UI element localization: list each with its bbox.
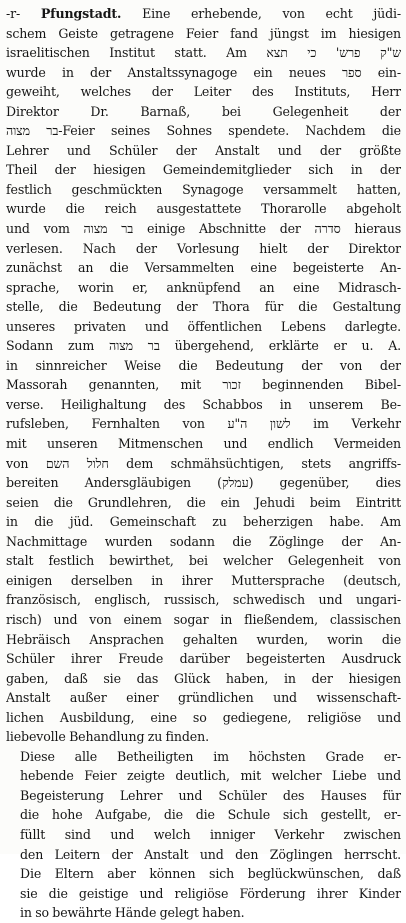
article-line: Die Eltern aber können sich beglückwünschen, daß xyxy=(20,866,401,882)
article-line: lichen Ausbildung, eine so gediegene, religiöse und xyxy=(6,709,401,725)
article-line: Schüler ihrer Freude darüber begeisterten Ausdruck xyxy=(6,651,401,667)
article-line: sprache, worin er, anknüpfend an eine Midrasch- xyxy=(6,279,401,295)
article-line: seien die Grundlehren, die ein Jehudi beim Eintritt xyxy=(6,494,401,510)
article-line: füllt sind und welch inniger Verkehr zwischen xyxy=(20,826,401,842)
article-line: Diese alle Betheiligten im höchsten Grade er- xyxy=(20,748,401,764)
article-line: in sinnreicher Weise die Bedeutung der von der xyxy=(6,357,401,373)
article-line: in so bewährte Hände gelegt haben. xyxy=(20,905,245,921)
article-line: rufsleben, Fernhalten von לשון ה"ע im Verkehr xyxy=(6,416,401,432)
article-line: verlesen. Nach der Vorlesung hielt der Direktor xyxy=(6,240,401,256)
article-line: geweiht, welches der Leiter des Instituts, Herr xyxy=(6,84,401,100)
article-line: von חלול השם dem schmähsüchtigen, stets angriffs- xyxy=(6,455,401,471)
article-line: Nachmittage wurden sodann die Zöglinge der An- xyxy=(6,533,401,549)
article-line: die hohe Aufgabe, die die Schule sich gestellt, er- xyxy=(20,807,401,823)
article-line: risch) und von einem sogar in fließendem, classischen xyxy=(6,611,401,627)
article-line: Sodann zum בר מצוה übergehend, erklärte er u. A. xyxy=(6,338,401,354)
article-line: hebende Feier zeigte deutlich, mit welcher Liebe und xyxy=(20,768,401,784)
line-text: Eine erhebende, von echt jüdi- xyxy=(142,6,401,21)
article-line: israelitischen Institut statt. Am ש"ק פרש' כי תצא xyxy=(6,45,401,61)
article-paragraph-2 xyxy=(6,747,401,923)
article-line: sie die geistige und religiöse Förderung ihrer Kinder xyxy=(20,885,401,901)
article-line: wurde in der Anstaltssynagoge ein neues ספר ein- xyxy=(6,64,401,80)
article-line: stelle, die Bedeutung der Thora für die Gestaltung xyxy=(6,299,401,315)
article-line: französisch, englisch, russisch, schwedisch und ungari- xyxy=(6,592,401,608)
dateline-place: Pfungstadt. xyxy=(40,6,122,21)
article-line: und vom בר מצוה einige Abschnitte der סדרה hieraus xyxy=(6,221,401,237)
article-line: Hebräisch Ansprachen gehalten wurden, worin die xyxy=(6,631,401,647)
article-line: Begeisterung Lehrer und Schüler des Hauses für xyxy=(20,787,401,803)
article-paragraph-1 xyxy=(6,4,401,747)
article-line: verse. Heilighaltung des Schabbos in unserem Be- xyxy=(6,396,401,412)
article-line: den Leitern der Anstalt und den Zöglingen herrscht. xyxy=(20,846,401,862)
article-pfungstadt xyxy=(6,4,401,923)
byline: -r- xyxy=(6,6,21,21)
article-line: festlich geschmückten Synagoge versammelt hatten, xyxy=(6,181,401,197)
article-line: bereiten Andersgläubigen (עמלק) gegenüber, dies xyxy=(6,475,401,491)
article-line: Theil der hiesigen Gemeindemitglieder sich in der xyxy=(6,162,401,178)
article-line: Anstalt außer einer gründlichen und wissenschaft- xyxy=(6,690,401,706)
article-line: mit unseren Mitmenschen und endlich Vermeiden xyxy=(6,436,401,452)
article-line: wurde die reich ausgestattete Thorarolle abgeholt xyxy=(6,201,401,217)
article-line: Massorah genannten, mit זכור beginnenden Bibel- xyxy=(6,377,401,393)
article-line: in die jüd. Gemeinschaft zu beherzigen habe. Am xyxy=(6,514,401,530)
article-line: stalt festlich bewirthet, bei welcher Gelegenheit von xyxy=(6,553,401,569)
article-line: Direktor Dr. Barnaß, bei Gelegenheit der xyxy=(6,103,401,119)
article-line: unseres privaten und öffentlichen Lebens darlegte. xyxy=(6,318,401,334)
article-line: Lehrer und Schüler der Anstalt und der größte xyxy=(6,142,401,158)
article-line: בר מצוה-Feier seines Sohnes spendete. Nachdem die xyxy=(6,123,401,139)
article-line: schem Geiste getragene Feier fand jüngst im hiesigen xyxy=(6,25,401,41)
article-line: einigen derselben in ihrer Muttersprache (deutsch, xyxy=(6,572,401,588)
article-line: zunächst an die Versammelten eine begeisterte An- xyxy=(6,260,401,276)
article-line: gaben, daß sie das Glück haben, in der hiesigen xyxy=(6,670,401,686)
article-line: liebevolle Behandlung zu finden. xyxy=(6,729,209,745)
article-line xyxy=(6,4,401,24)
